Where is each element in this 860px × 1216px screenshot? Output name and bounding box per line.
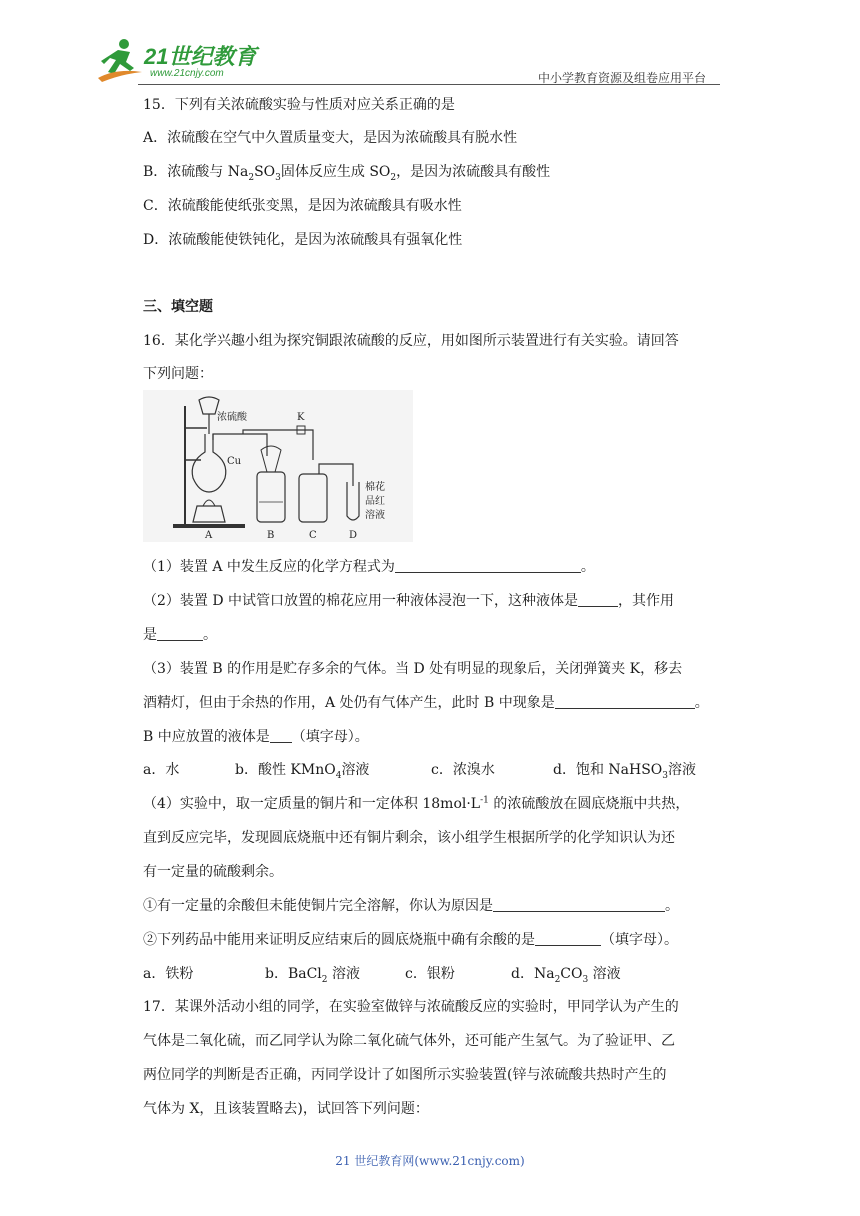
site-logo	[96, 38, 266, 84]
answer-blank[interactable]	[157, 626, 203, 641]
figure-label-cotton: 棉花	[365, 482, 385, 493]
figure-label-c: C	[309, 530, 317, 541]
option-b: b．酸性 KMnO$_4$溶液	[235, 762, 370, 781]
answer-blank[interactable]	[555, 694, 695, 709]
reagent-a: a．铁粉	[143, 966, 194, 982]
answer-blank[interactable]	[395, 558, 581, 573]
runner-logo-icon	[96, 38, 146, 84]
q16-part2: （2）装置 D 中试管口放置的棉花应用一种液体浸泡一下，这种液体是 ，其作用	[143, 593, 675, 609]
q15-stem: 15．下列有关浓硫酸实验与性质对应关系正确的是	[143, 97, 455, 113]
q16-part3-line3: B 中应放置的液体是 （填字母）。	[143, 729, 369, 745]
answer-blank[interactable]	[270, 728, 292, 743]
q15-option-b: B．浓硫酸与 $Na_2SO_3$固体反应生成 $SO_2$，是因为浓硫酸具有酸性	[143, 164, 551, 183]
q15-option-a: A．浓硫酸在空气中久置质量变大，是因为浓硫酸具有脱水性	[143, 130, 518, 146]
header-rule	[138, 84, 720, 85]
answer-blank[interactable]	[493, 897, 665, 912]
q16-stem-line2: 下列问题：	[143, 366, 213, 382]
q16-part4-q2: ②下列药品中能用来证明反应结束后的圆底烧瓶中确有余酸的是 （填字母）。	[143, 932, 678, 948]
figure-label-d: D	[349, 530, 358, 541]
q16-part3-options	[143, 759, 696, 781]
q17-line3: 两位同学的判断是否正确，丙同学设计了如图所示实验装置(锌与浓硫酸共热时产生的	[143, 1067, 667, 1083]
q17-line4: 气体为 X，且该装置略去)，试回答下列问题：	[143, 1101, 429, 1117]
logo-url: www.21cnjy.com	[150, 68, 224, 79]
q16-part3-line2: 酒精灯，但由于余热的作用，A 处仍有气体产生，此时 B 中现象是 。	[143, 695, 709, 711]
answer-blank[interactable]	[535, 931, 601, 946]
page-footer: 21 世纪教育网(www.21cnjy.com)	[335, 1154, 525, 1168]
page-header	[0, 0, 860, 90]
q16-part4-options	[143, 963, 621, 985]
option-a: a．水	[143, 762, 180, 778]
q17-line2: 气体是二氧化硫，而乙同学认为除二氧化硫气体外，还可能产生氢气。为了验证甲、乙	[143, 1033, 675, 1049]
q16-part4-line2: 直到反应完毕，发现圆底烧瓶中还有铜片剩余，该小组学生根据所学的化学知识认为还	[143, 830, 675, 846]
figure-label-cu: Cu	[227, 456, 242, 467]
section-heading: 三、填空题	[143, 299, 213, 315]
apparatus-figure	[143, 390, 413, 542]
reagent-b: b．BaCl$_2$ 溶液	[265, 966, 360, 985]
option-d: d．饱和 NaHSO$_3$溶液	[553, 762, 697, 781]
q15-option-d: D．浓硫酸能使铁钝化，是因为浓硫酸具有强氧化性	[143, 232, 463, 248]
q16-part2b: 是 。	[143, 627, 217, 643]
q17-line1: 17．某课外活动小组的同学，在实验室做锌与浓硫酸反应的实验时，甲同学认为产生的	[143, 999, 679, 1015]
figure-label-solution: 溶液	[365, 510, 385, 521]
q16-part4-line1: （4）实验中，取一定质量的铜片和一定体积 $18mol\cdot L^{-1}$ 的浓硫酸放在圆底烧瓶中共热，	[143, 795, 690, 812]
option-c: c．浓溴水	[431, 762, 495, 778]
platform-name: 中小学教育资源及组卷应用平台	[537, 71, 706, 85]
reagent-c: c．银粉	[405, 966, 455, 982]
figure-label-acid: 浓硫酸	[217, 412, 247, 423]
figure-label-b: B	[267, 530, 275, 541]
q16-part3-line1: （3）装置 B 的作用是贮存多余的气体。当 D 处有明显的现象后，关闭弹簧夹 K，移去	[143, 661, 683, 677]
q16-part4-line3: 有一定量的硫酸剩余。	[143, 864, 283, 880]
figure-label-a: A	[205, 530, 213, 541]
figure-label-pinhong: 品红	[365, 496, 385, 507]
q15-option-c: C．浓硫酸能使纸张变黑，是因为浓硫酸具有吸水性	[143, 198, 462, 214]
logo-text: 21世纪教育	[144, 44, 257, 69]
q16-part4-q1: ①有一定量的余酸但未能使铜片完全溶解，你认为原因是 。	[143, 898, 679, 914]
reagent-d: d．$Na_2CO_3$ 溶液	[511, 966, 621, 985]
q16-part1: （1）装置 A 中发生反应的化学方程式为 。	[143, 559, 595, 575]
answer-blank[interactable]	[578, 592, 618, 607]
q16-stem-line1: 16．某化学兴趣小组为探究铜跟浓硫酸的反应，用如图所示装置进行有关实验。请回答	[143, 333, 679, 349]
figure-label-k: K	[297, 412, 305, 423]
